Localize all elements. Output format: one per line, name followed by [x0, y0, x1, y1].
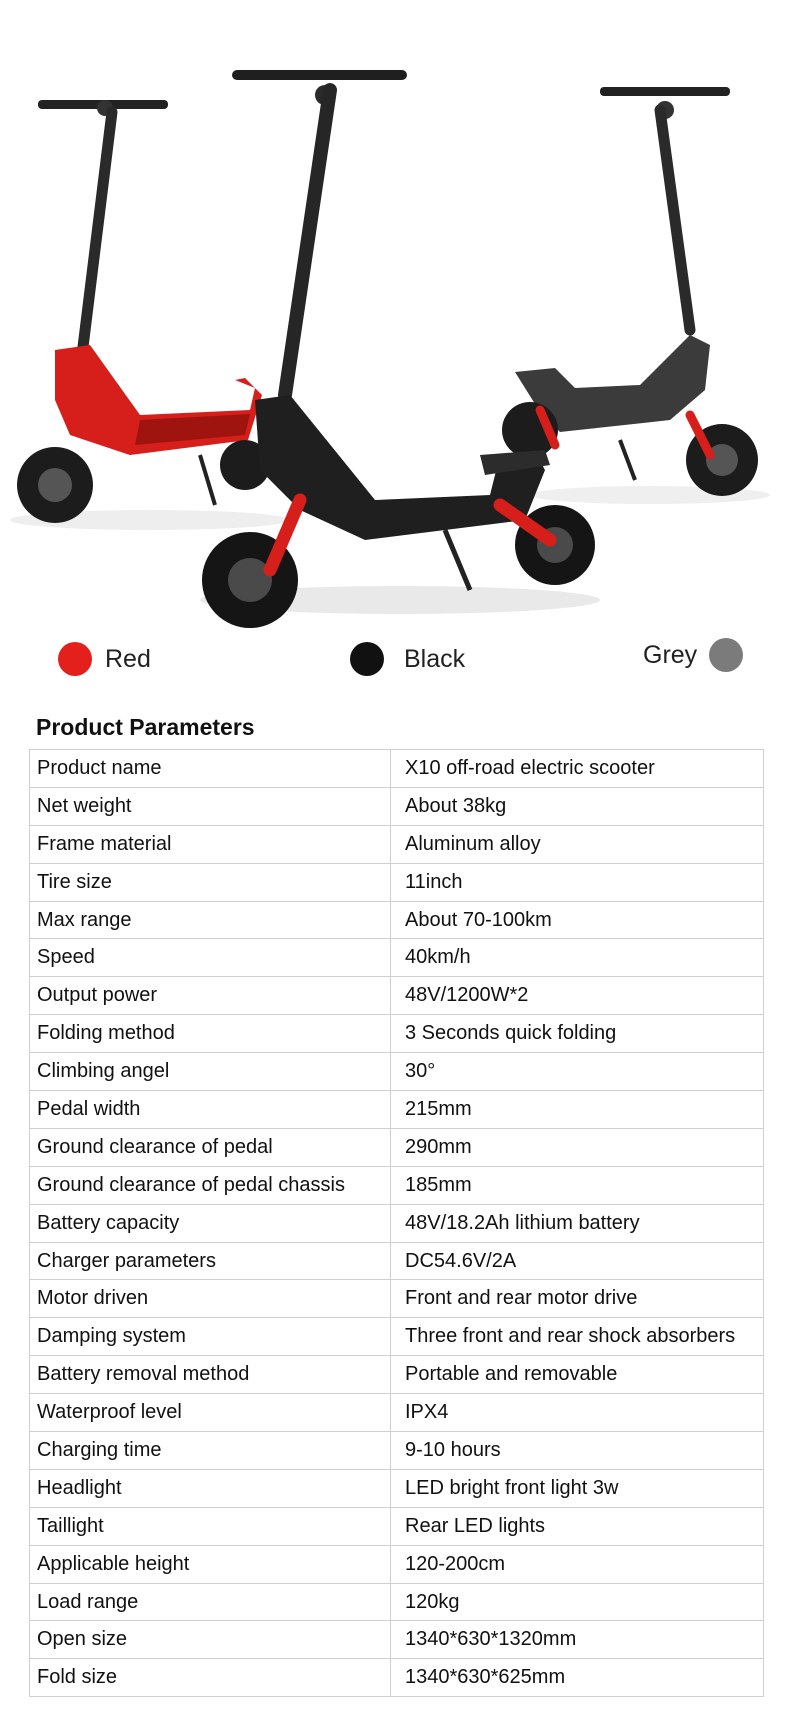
param-value: X10 off-road electric scooter	[391, 750, 764, 788]
param-name: Open size	[30, 1621, 391, 1659]
param-value: Portable and removable	[391, 1356, 764, 1394]
param-name: Output power	[30, 977, 391, 1015]
table-row	[30, 977, 764, 1015]
param-value: 1340*630*1320mm	[391, 1621, 764, 1659]
param-value: 11inch	[391, 863, 764, 901]
table-row	[30, 1318, 764, 1356]
black-scooter	[202, 70, 595, 628]
table-row	[30, 1053, 764, 1091]
table-row	[30, 1469, 764, 1507]
param-value: Front and rear motor drive	[391, 1280, 764, 1318]
param-name: Ground clearance of pedal	[30, 1128, 391, 1166]
table-row	[30, 1545, 764, 1583]
section-title: Product Parameters	[36, 714, 255, 740]
param-name: Taillight	[30, 1507, 391, 1545]
color-option-black	[350, 642, 465, 676]
table-row	[30, 825, 764, 863]
product-parameters-table	[29, 749, 764, 1697]
param-name: Battery capacity	[30, 1204, 391, 1242]
param-value: 185mm	[391, 1166, 764, 1204]
param-name: Charger parameters	[30, 1242, 391, 1280]
param-name: Damping system	[30, 1318, 391, 1356]
param-value: 120kg	[391, 1583, 764, 1621]
product-hero-image	[0, 0, 790, 700]
param-name: Folding method	[30, 1015, 391, 1053]
param-value: 215mm	[391, 1091, 764, 1129]
param-value: 120-200cm	[391, 1545, 764, 1583]
param-value: 290mm	[391, 1128, 764, 1166]
grey-scooter	[502, 87, 758, 496]
param-name: Applicable height	[30, 1545, 391, 1583]
param-value: 40km/h	[391, 939, 764, 977]
param-value: Rear LED lights	[391, 1507, 764, 1545]
red-scooter	[17, 100, 270, 523]
black-swatch	[350, 642, 384, 676]
param-value: 3 Seconds quick folding	[391, 1015, 764, 1053]
param-name: Headlight	[30, 1469, 391, 1507]
param-value: IPX4	[391, 1394, 764, 1432]
param-name: Motor driven	[30, 1280, 391, 1318]
color-label-black: Black	[404, 644, 466, 673]
param-value: DC54.6V/2A	[391, 1242, 764, 1280]
param-value: LED bright front light 3w	[391, 1469, 764, 1507]
color-option-grey	[643, 638, 743, 672]
table-row	[30, 1280, 764, 1318]
table-row	[30, 1507, 764, 1545]
param-name: Battery removal method	[30, 1356, 391, 1394]
param-value: Three front and rear shock absorbers	[391, 1318, 764, 1356]
param-name: Frame material	[30, 825, 391, 863]
scooters-illustration	[0, 0, 790, 640]
table-row	[30, 1583, 764, 1621]
param-value: 48V/1200W*2	[391, 977, 764, 1015]
table-row	[30, 1128, 764, 1166]
color-option-red	[58, 642, 151, 676]
param-value: Aluminum alloy	[391, 825, 764, 863]
param-name: Max range	[30, 901, 391, 939]
table-row	[30, 1166, 764, 1204]
param-name: Net weight	[30, 787, 391, 825]
param-name: Charging time	[30, 1432, 391, 1470]
table-row	[30, 1091, 764, 1129]
param-name: Product name	[30, 750, 391, 788]
red-swatch	[58, 642, 92, 676]
param-rows	[30, 750, 764, 1697]
table-row	[30, 1242, 764, 1280]
param-name: Tire size	[30, 863, 391, 901]
param-value: 30°	[391, 1053, 764, 1091]
param-name: Pedal width	[30, 1091, 391, 1129]
param-name: Load range	[30, 1583, 391, 1621]
table-row	[30, 901, 764, 939]
table-row	[30, 750, 764, 788]
table-row	[30, 863, 764, 901]
param-value: 1340*630*625mm	[391, 1659, 764, 1697]
param-name: Climbing angel	[30, 1053, 391, 1091]
param-value: 9-10 hours	[391, 1432, 764, 1470]
table-row	[30, 1621, 764, 1659]
color-label-red: Red	[105, 644, 151, 673]
table-row	[30, 1204, 764, 1242]
param-name: Ground clearance of pedal chassis	[30, 1166, 391, 1204]
color-label-grey: Grey	[643, 640, 698, 669]
grey-swatch	[709, 638, 743, 672]
table-row	[30, 787, 764, 825]
table-row	[30, 1394, 764, 1432]
table-row	[30, 1356, 764, 1394]
table-row	[30, 1015, 764, 1053]
table-row	[30, 1432, 764, 1470]
param-name: Waterproof level	[30, 1394, 391, 1432]
table-row	[30, 939, 764, 977]
param-value: About 38kg	[391, 787, 764, 825]
color-options	[0, 630, 790, 680]
table-row	[30, 1659, 764, 1697]
param-name: Speed	[30, 939, 391, 977]
param-name: Fold size	[30, 1659, 391, 1697]
param-value: About 70-100km	[391, 901, 764, 939]
param-value: 48V/18.2Ah lithium battery	[391, 1204, 764, 1242]
